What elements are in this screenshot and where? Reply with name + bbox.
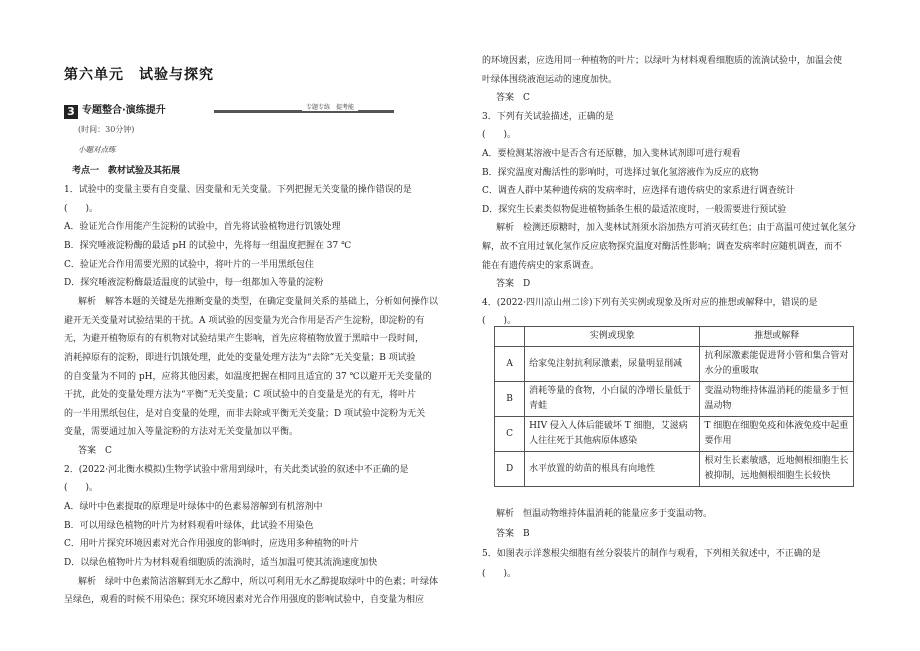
row-reason: 抗利尿激素能促进肾小管和集合管对水分的重吸取 [700,347,854,382]
table-row [495,417,854,452]
left-line-19: C．用叶片探究环境因素对光合作用强度的影响时，应选用多种植物的叶片 [64,539,359,550]
table-header-case: 实例或现象 [525,327,700,347]
left-line-18: B．可以用绿色植物的叶片为材料观看叶绿体，此试验不用染色 [64,520,314,531]
left-line-16: ( )。 [64,483,99,494]
banner-tag: 专题专练 提考能 [302,105,358,111]
table-row [495,382,854,417]
left-line-4: C．验证光合作用需要光照的试验中，将叶片的一半用黑纸包住 [64,259,314,270]
row-case: 水平放置的幼苗的根具有向地性 [525,452,700,487]
right-line-4: ( )。 [482,130,517,141]
row-reason: 根对生长素敏感，近地侧根细胞生长被抑制，远地侧根细胞生长较快 [700,452,854,487]
table-row [495,452,854,487]
left-line-0: 1．试验中的变量主要有自变量、因变量和无关变量。下列把握无关变量的操作错误的是 [64,185,412,195]
left-line-22: 呈绿色，观看的时候不用染色；探究环境因素对光合作用强度的影响试验中，自变量为相应 [64,595,425,606]
left-line-5: D．探究唾液淀粉酶最适温度的试验中，每一组都加入等量的淀粉 [64,278,324,289]
right-line-10: 解，故不宜用过氧化氢作反应底物探究温度对酶活性影响；调查发病率时应随机调查，而不 [482,242,843,252]
left-line-17: A．绿叶中色素提取的原理是叶绿体中的色素易溶解到有机溶剂中 [64,502,323,513]
left-line-11: 干扰，此处的变量处理方法为“平衡”无关变量；C 项试验中的自变量是光的有无，将叶片 [64,390,416,401]
right-after-line-2: 5．如图表示洋葱根尖细胞有丝分裂装片的制作与观看，下列相关叙述中，不正确的是 [482,549,821,559]
row-label: B [495,382,525,417]
left-line-20: D．以绿色植物叶片为材料观看细胞质的流淌时，适当加温可使其流淌速度加快 [64,558,378,568]
right-line-6: B．探究温度对酶活性的影响时，可选择过氧化氢溶液作为反应的底物 [482,167,759,178]
right-after-line-0: 解析 恒温动物维持体温消耗的能量应多于变温动物。 [496,509,713,519]
right-line-13: 4．(2022·四川凉山州二诊)下列有关实例或现象及所对应的推想或解释中，错误的是 [482,297,818,308]
left-line-8: 无，为避开植物原有的有机物对试验结果产生影响，首先应将植物放置于黑暗中一段时间， [64,334,425,345]
right-line-14: ( )。 [482,316,517,327]
right-line-11: 能在有遗传病史的家系调查。 [482,260,600,271]
row-label: A [495,347,525,382]
case-table [494,326,854,487]
row-case: 消耗等量的食物，小白鼠的净增长量低于青蛙 [525,382,700,417]
unit-title: 第六单元 试验与探究 [64,67,214,83]
left-line-7: 避开无关变量对试验结果的干扰。A 项试验的因变量为光合作用是否产生淀粉，即淀粉的有 [64,315,425,326]
left-line-6: 解析 解答本题的关键是先推断变量的类型，在确定变量间关系的基础上，分析如何操作以 [78,296,439,307]
table-header-reason: 推想或解释 [700,327,854,347]
row-case: HIV 侵入人体后能破坏 T 细胞，艾滋病人往往死于其他病原体感染 [525,417,700,452]
row-label: C [495,417,525,452]
time-note: (时间：30分钟) [78,125,135,134]
right-line-2: 答案 C [496,93,530,104]
right-line-9: 解析 检测还原糖时，加入斐林试剂须水浴加热方可消灭砖红色；由于高温可使过氧化氢分 [496,223,857,234]
right-line-3: 3．下列有关试验描述，正确的是 [482,111,614,122]
section-heading: 考点一 教材试验及其拓展 [72,166,181,176]
row-label: D [495,452,525,487]
right-line-7: C．调查人群中某种遗传病的发病率时，应选择有遗传病史的家系进行调查统计 [482,186,795,197]
row-reason: T 细胞在细胞免疫和体液免疫中起重要作用 [700,417,854,452]
left-line-3: B．探究唾液淀粉酶的最适 pH 的试验中，先将每一组温度把握在 37 ℃ [64,240,352,251]
table-row [495,347,854,382]
right-line-8: D．探究生长素类似物促进植物插条生根的最适浓度时，一般需要进行预试验 [482,204,787,215]
section-banner [64,105,394,119]
right-after-line-1: 答案 B [496,529,530,539]
left-line-13: 变量，需要通过加入等量淀粉的方法对无关变量加以平衡。 [64,427,299,438]
row-reason: 变温动物维持体温消耗的能量多于恒温动物 [700,382,854,417]
right-line-5: A．要检测某溶液中是否含有还原糖，加入斐林试剂即可进行观看 [482,149,741,159]
banner-title: 专题整合·演练提升 [82,105,166,116]
right-line-0: 的环境因素，应选用同一种植物的叶片；以绿叶为材料观看细胞质的流淌试验中，加温会使 [482,56,843,66]
left-line-9: 消耗掉原有的淀粉，即进行饥饿处理，此处的变量处理方法为“去除”无关变量；B 项试验 [64,352,416,363]
left-line-10: 的自变量为不同的 pH，应将其他因素，如温度把握在相同且适宜的 37 ℃以避开无关变量的 [64,371,432,382]
left-line-15: 2．(2022·河北衡水模拟)生物学试验中常用到绿叶，有关此类试验的叙述中不正确的是 [64,464,409,475]
section-small-label: 小题对点练 [78,145,116,154]
table-header-row [495,327,854,347]
left-line-2: A．验证光合作用能产生淀粉的试验中，首先将试验植物进行饥饿处理 [64,222,341,233]
left-line-12: 的一半用黑纸包住，是对自变量的处理，而非去除或平衡无关变量；D 项试验中淀粉为无关 [64,408,426,419]
left-line-14: 答案 C [78,446,112,457]
right-line-1: 叶绿体围绕液泡运动的速度加快。 [482,74,618,85]
left-line-21: 解析 绿叶中色素简洁溶解到无水乙醇中，所以可利用无水乙醇提取绿叶中的色素；叶绿体 [78,576,439,587]
left-line-1: ( )。 [64,203,99,214]
row-case: 给家兔注射抗利尿激素，尿量明显削减 [525,347,700,382]
right-line-12: 答案 D [496,279,531,290]
right-after-line-3: ( )。 [482,569,517,579]
table-header-label [495,327,525,347]
banner-number: 3 [64,105,78,119]
